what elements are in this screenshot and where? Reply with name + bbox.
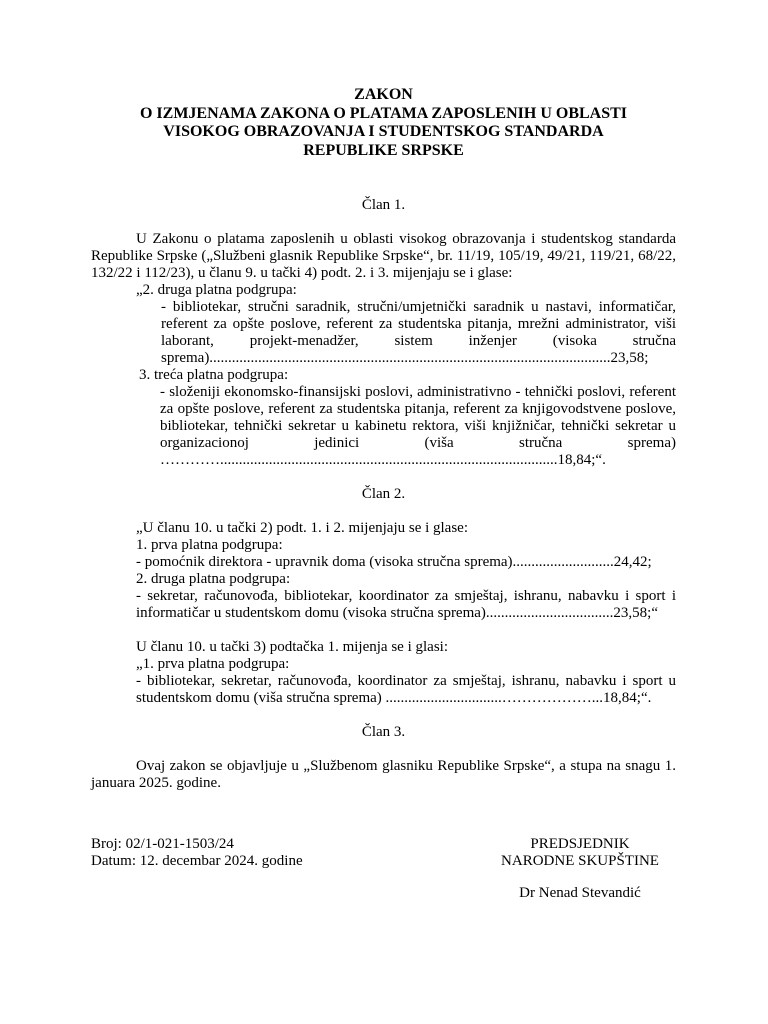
article-2-line-4: - sekretar, računovođa, bibliotekar, koordinator za smještaj, ishranu, nabavku i sport i informatičar u studentskom domu (visoka stručna sprema)..................................23,58;“	[136, 588, 676, 621]
signatory-title	[497, 836, 663, 870]
document-reference	[91, 836, 303, 870]
article-2-line-2: - pomoćnik direktora - upravnik doma (visoka stručna sprema)...........................24,42;	[136, 554, 652, 570]
document-body	[91, 86, 676, 792]
document-date: Datum: 12. decembar 2024. godine	[91, 853, 303, 869]
article-2-line-3: 2. druga platna podgrupa:	[136, 571, 291, 587]
document-title	[91, 86, 676, 160]
article-2-line-5: „1. prva platna podgrupa:	[136, 656, 290, 672]
article-2-intro-2: U članu 10. u tački 3) podtačka 1. mijenja se i glasi:	[136, 639, 448, 655]
article-1-subgroup-2-text: - bibliotekar, stručni saradnik, stručni/umjetnički saradnik u nastavi, informatičar, referent za opšte poslove, referent za studentska pitanja, mrežni administrator, viši laborant, projekt-menadžer, sistem inženjer (visoka stručna sprema)...........................................................................................................23,58;	[161, 299, 676, 366]
title-line-2: O IZMJENAMA ZAKONA O PLATAMA ZAPOSLENIH U OBLASTI	[139, 104, 628, 122]
article-1-subgroup-2-label: „2. druga platna podgrupa:	[136, 282, 297, 298]
article-2-line-1: 1. prva platna podgrupa:	[136, 537, 283, 553]
title-line-1: ZAKON	[354, 86, 413, 103]
title-line-3: VISOKOG OBRAZOVANJA I STUDENTSKOG STANDARDA	[163, 123, 604, 140]
signatory-role-line-2: NARODNE SKUPŠTINE	[501, 853, 659, 869]
signatory-name: Dr Nenad Stevandić	[519, 885, 641, 901]
article-1-subgroup-3-label: 3. treća platna podgrupa:	[139, 367, 289, 383]
document-number: Broj: 02/1-021-1503/24	[91, 836, 234, 852]
article-2-line-6: - bibliotekar, sekretar, računovođa, koordinator za smještaj, ishranu, nabavku i sport u studentskom domu (viša stručna sprema) ...............................………………...18,84;“.	[136, 673, 676, 706]
article-3-text: Ovaj zakon se objavljuje u „Službenom glasniku Republike Srpske“, a stupa na snagu 1. januara 2025. godine.	[91, 758, 676, 791]
article-3-heading: Član 3.	[361, 724, 406, 740]
title-line-4: REPUBLIKE SRPSKE	[303, 141, 464, 159]
article-1-intro: U Zakonu o platama zaposlenih u oblasti visokog obrazovanja i studentskog standarda Republike Srpske („Službeni glasnik Republike Srpske“, br. 11/19, 105/19, 49/21, 119/21, 68/22, 132/22 i 112/23), u članu 9. u tački 4) podt. 2. i 3. mijenjaju se i glase:	[91, 231, 676, 281]
article-1-heading: Član 1.	[361, 197, 406, 213]
signatory-role-line-1: PREDSJEDNIK	[530, 836, 630, 852]
article-2-heading: Član 2.	[361, 486, 406, 502]
article-2-intro: „U članu 10. u tački 2) podt. 1. i 2. mijenjaju se i glase:	[136, 520, 469, 536]
article-1-subgroup-3-text: - složeniji ekonomsko-finansijski poslovi, administrativno - tehnički poslovi, referent za opšte poslove, referent za studentska pitanja, referent za knjigovodstvene poslove, bibliotekar, tehnički sekretar u kabinetu rektora, viši knjižničar, tehnički sekretar u organizacionoj jedinici (viša stručna sprema) …………..........................................................................................18,84;“.	[160, 384, 676, 468]
